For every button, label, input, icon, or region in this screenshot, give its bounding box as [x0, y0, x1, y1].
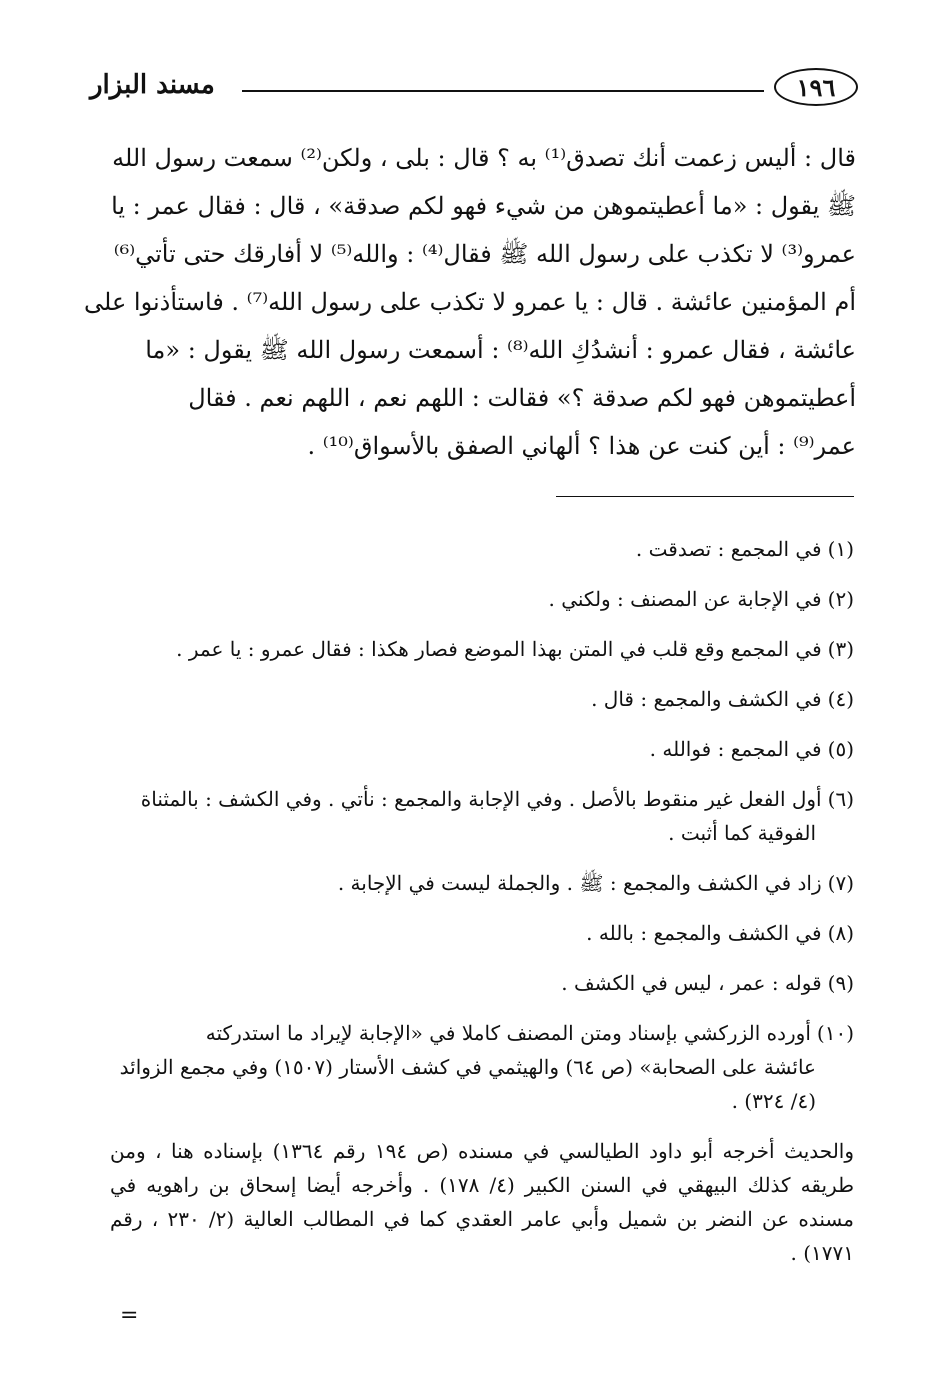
- footnote-number: (٥): [827, 737, 854, 761]
- footnote-separator: [556, 496, 854, 497]
- footnote-number: (٩): [827, 971, 854, 995]
- header-rule: [242, 90, 764, 92]
- footnote: [110, 632, 854, 666]
- footnote-number: (١٠): [816, 1021, 854, 1045]
- footnote-continuation: عائشة على الصحابة» (ص ٦٤) والهيثمي في كشف الأستار (١٥٠٧) وفي مجمع الزوائد (٤/ ٣٢٤) .: [119, 1055, 816, 1113]
- footnote-number: (٧): [827, 871, 854, 895]
- footnote-number: (٢): [827, 587, 854, 611]
- main-text-line: أعطيتموهن فهو لكم صدقة ؟» فقالت : اللهم نعم ، اللهم نعم . فقال: [188, 384, 856, 412]
- footnote: [110, 532, 854, 566]
- footnote-text: قوله : عمر ، ليس في الكشف .: [561, 971, 822, 995]
- footnote-number: (٣): [827, 637, 854, 661]
- footnote-text: في الإجابة عن المصنف : ولكني .: [548, 587, 822, 611]
- footnote-number: (٦): [827, 787, 854, 811]
- running-title: مسند البزار: [90, 70, 215, 100]
- footnote: [110, 866, 854, 900]
- footnote-text: في المجمع : تصدقت .: [635, 537, 822, 561]
- page-header: [90, 64, 860, 114]
- footnote-number: (٨): [827, 921, 854, 945]
- footnote-continuation: الفوقية كما أثبت .: [668, 821, 816, 845]
- footnote-number: (٤): [827, 687, 854, 711]
- footnote-text: في الكشف والمجمع : بالله .: [586, 921, 822, 945]
- main-text-line: ﷺ يقول : «ما أعطيتموهن من شيء فهو لكم صدقة» ، قال : فقال عمر : يا: [111, 192, 856, 220]
- footnote-text: أورده الزركشي بإسناد ومتن المصنف كاملا في «الإجابة لإيراد ما استدركته: [205, 1021, 811, 1045]
- footnotes: [110, 532, 854, 1270]
- footnote: [110, 966, 854, 1000]
- page-number: ١٩٦: [774, 68, 858, 106]
- main-text-line: عمر⁽⁹⁾ : أين كنت عن هذا ؟ ألهاني الصفق بالأسواق⁽¹⁰⁾ .: [307, 432, 856, 460]
- footnote: [110, 782, 854, 850]
- footnote-text: في المجمع : فوالله .: [649, 737, 822, 761]
- footnote: [110, 1016, 854, 1118]
- main-text-line: أم المؤمنين عائشة . قال : يا عمرو لا تكذب على رسول الله⁽⁷⁾ . فاستأذنوا على: [84, 288, 856, 316]
- main-text: [84, 134, 856, 470]
- footnote-text: أول الفعل غير منقوط بالأصل . وفي الإجابة والمجمع : نأتي . وفي الكشف : بالمثناة: [140, 787, 822, 811]
- footnote-text: في المجمع وقع قلب في المتن بهذا الموضع فصار هكذا : فقال عمرو : يا عمر .: [176, 637, 822, 661]
- main-text-line: عائشة ، فقال عمرو : أنشدُكِ الله⁽⁸⁾ : أسمعت رسول الله ﷺ يقول : «ما: [145, 336, 856, 364]
- footnote-number: (١): [827, 537, 854, 561]
- footnote: [110, 732, 854, 766]
- footnote-text: زاد في الكشف والمجمع : ﷺ . والجملة ليست في الإجابة .: [337, 871, 822, 895]
- continuation-mark: =: [120, 1303, 139, 1328]
- main-text-line: عمرو⁽³⁾ لا تكذب على رسول الله ﷺ فقال⁽⁴⁾ : والله⁽⁵⁾ لا أفارقك حتى تأتي⁽⁶⁾: [113, 240, 856, 268]
- footnote: [110, 916, 854, 950]
- closing-paragraph: والحديث أخرجه أبو داود الطيالسي في مسنده (ص ١٩٤ رقم ١٣٦٤) بإسناده هنا ، ومن طريقه كذلك البيهقي في السنن الكبير (٤/ ١٧٨) . وأخرجه أيضا إسحاق بن راهويه في مسنده عن النضر بن شميل وأبي عامر العقدي كما في المطالب العالية (٢/ ٢٣٠ ، رقم ١٧٧١) .: [110, 1139, 855, 1265]
- main-text-line: قال : أليس زعمت أنك تصدق⁽¹⁾ به ؟ قال : بلى ، ولكن⁽²⁾ سمعت رسول الله: [112, 144, 856, 172]
- footnote: [110, 582, 854, 616]
- footnote: [110, 682, 854, 716]
- footnote-text: في الكشف والمجمع : قال .: [591, 687, 822, 711]
